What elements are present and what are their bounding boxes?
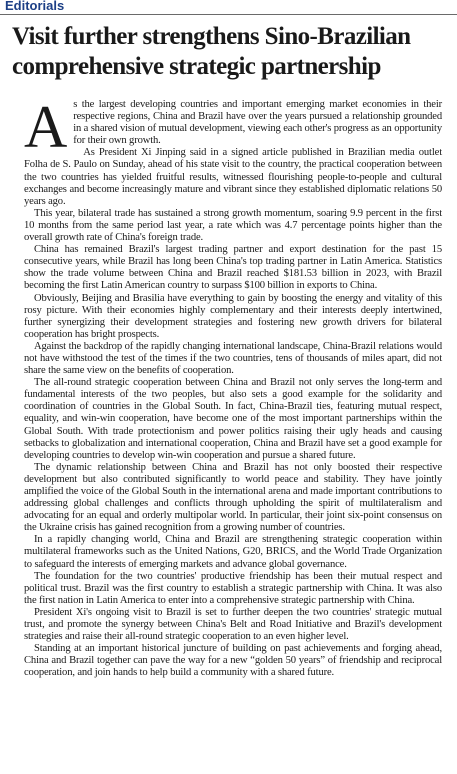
paragraph: China has remained Brazil's largest trading partner and export destination for the past 15 consecutive years, while Brazil has long been China's top trading partner in Latin America. Statistics show the trade volume between China and Brazil reached $181.53 billion in 2023, with Brazil becoming the first Latin American country to surpass $100 billion in exports to China.: [24, 244, 442, 292]
drop-cap: A: [24, 94, 68, 160]
article-body: [24, 94, 442, 680]
lead-text: s the largest developing countries and important emerging market economies in their respective regions, China and Brazil have over the years pursued a relationship grounded in a shared vision of mutual development, viewing each other's progress as an opportunity for their own growth.: [73, 99, 442, 147]
paragraph: President Xi's ongoing visit to Brazil is set to further deepen the two countries' strategic mutual trust, and promote the synergy between China's Belt and Road Initiative and Brazil's development strategies and raise their all-round strategic cooperation to an even higher level.: [24, 606, 442, 643]
paragraph: In a rapidly changing world, China and Brazil are strengthening strategic cooperation within multilateral frameworks such as the United Nations, G20, BRICS, and the World Trade Organization to safeguard the interests of emerging markets and advance global governance.: [24, 534, 442, 570]
paragraph: Obviously, Beijing and Brasilia have everything to gain by boosting the energy and vitality of this rosy picture. With their economies highly complementary and their interests deeply intertwined, further synergizing their development strategies and fostering new growth drivers for bilateral cooperation has bright prospects.: [24, 292, 442, 340]
paragraph: The all-round strategic cooperation between China and Brazil not only serves the long-term and fundamental interests of the two peoples, but also sets a good example for the solidarity and coordination of countries in the Global South. In fact, China-Brazil ties, featuring mutual respect, equality, and win-win cooperation, have become one of the most important partnerships within the Global South. With trade protectionism and power politics raising their ugly heads and causing setbacks to globalization and international cooperation, China and Brazil have set a good example for developing countries to develop win-win cooperation and pursue a shared future.: [24, 377, 442, 461]
paragraph: The foundation for the two countries' productive friendship has been their mutual respect and political trust. Brazil was the first country to establish a strategic partnership with China. It was also the first nation in Latin America to enter into a comprehensive strategic partnership with China.: [24, 570, 442, 606]
paragraph: As President Xi Jinping said in a signed article published in Brazilian media outlet Folha de S. Paulo on Sunday, ahead of his state visit to the country, the practical cooperation between the two countries has yielded fruitful results, witnessed flourishing people-to-people and cultural exchanges and become increasingly mature and vibrant since they established diplomatic relations 50 years ago.: [24, 147, 442, 207]
article-headline: Visit further strengthens Sino-Brazilian comprehensive strategic partnership: [12, 23, 411, 80]
lead-paragraph: [24, 94, 442, 160]
section-label[interactable]: Editorials: [5, 0, 65, 13]
section-header: [0, 0, 457, 15]
paragraph: Against the backdrop of the rapidly changing international landscape, China-Brazil relations would not have withstood the test of the times if the two countries, tens of thousands of miles apart, did not share the same view on the benefits of cooperation.: [24, 340, 442, 377]
paragraph: The dynamic relationship between China and Brazil has not only boosted their respective development but also contributed significantly to world peace and stability. They have jointly amplified the voice of the Global South in the international arena and made important contributions to addressing global challenges and conflicts through upholding the spirit of multilateralism and advocating for an equal and orderly multipolar world. In particular, their joint six-point consensus on the Ukraine crisis has gained recognition from a growing number of countries.: [24, 461, 442, 534]
paragraph: This year, bilateral trade has sustained a strong growth momentum, soaring 9.9 percent in the first 10 months from the same period last year, a rate which was 4.7 percentage points higher than the overall growth rate of China's foreign trade.: [24, 207, 442, 244]
paragraph: Standing at an important historical juncture of building on past achievements and forging ahead, China and Brazil together can pave the way for a new “golden 50 years” of friendship and reciprocal cooperation, and join hands to help build a community with a shared future.: [24, 643, 442, 679]
